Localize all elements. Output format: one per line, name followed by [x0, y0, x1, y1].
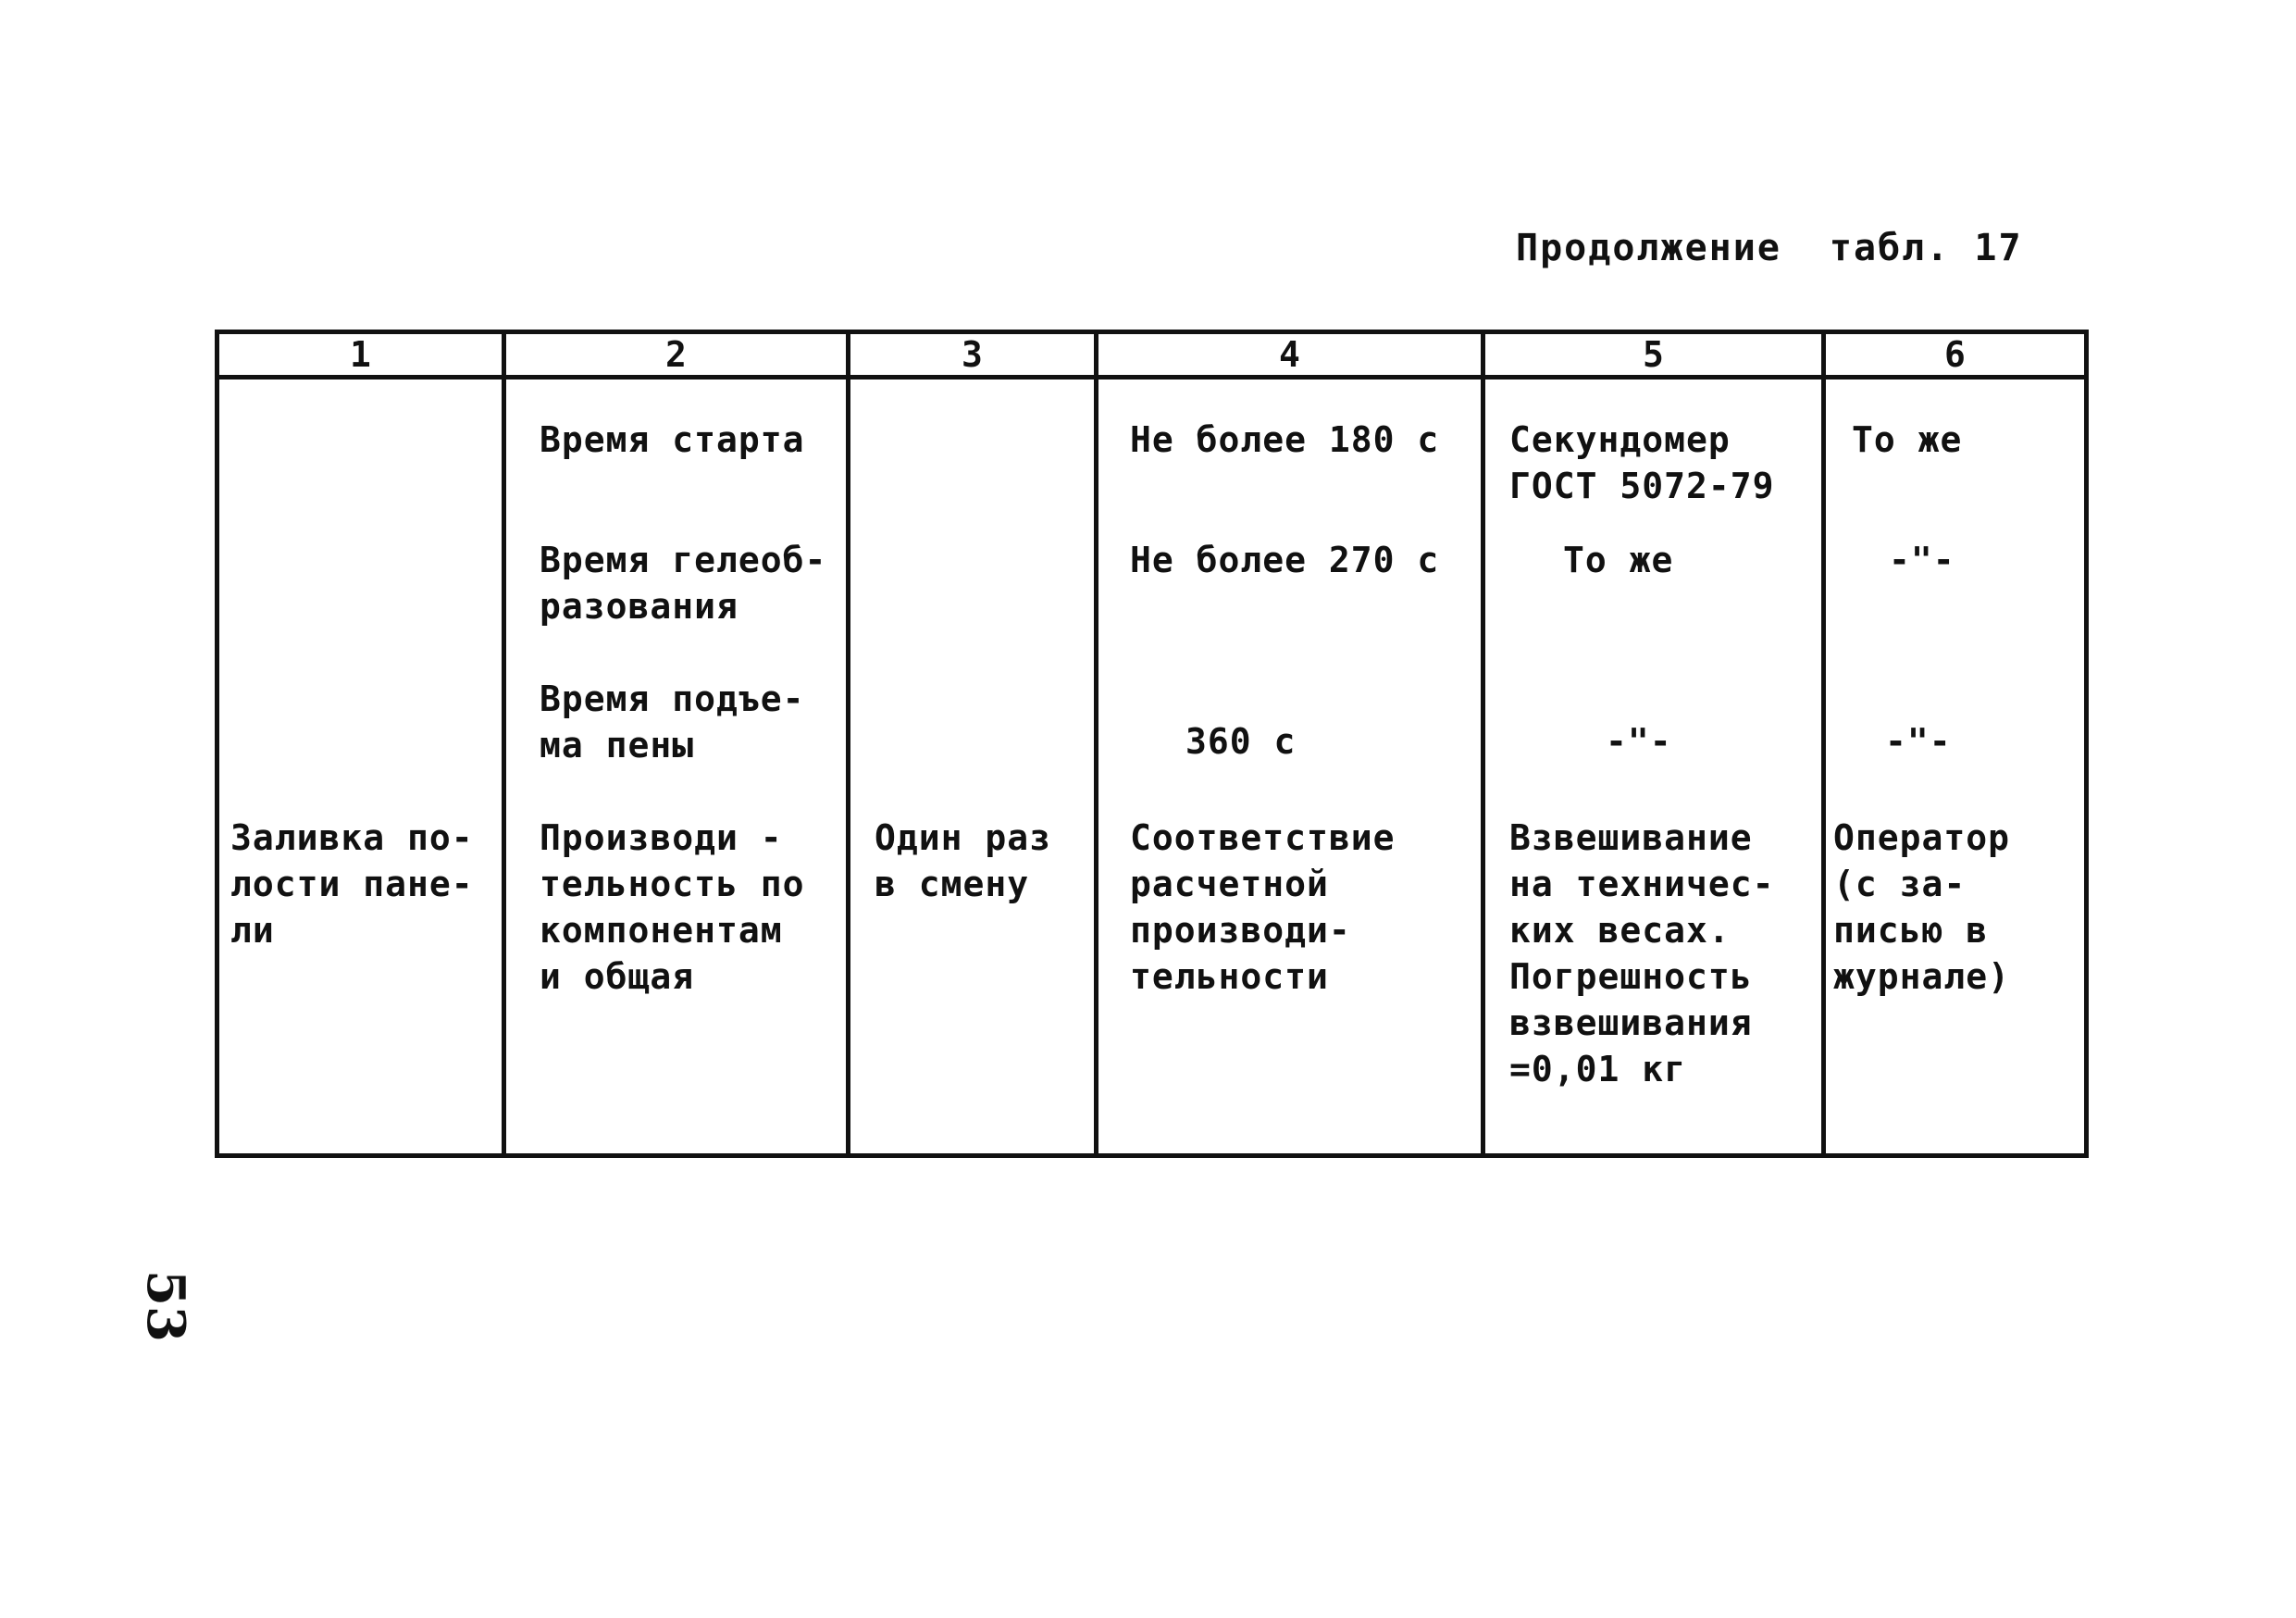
- table-cell: Соответствие расчетной производи- тельности: [1130, 817, 1396, 997]
- table-cell: Не более 180 с: [1130, 419, 1440, 460]
- caption-table-ref: табл. 17: [1829, 227, 2023, 269]
- table-cell: Время гелеоб- разования: [540, 540, 827, 627]
- table-column-6: [1824, 378, 2087, 1156]
- table-cell: 360 с: [1185, 721, 1297, 762]
- table-cell: Оператор (с за- писью в журнале): [1833, 817, 2011, 997]
- table-cell: Время подъе- ма пены: [540, 678, 805, 765]
- table-cell: Один раз в смену: [875, 817, 1052, 904]
- column-header: 6: [1824, 332, 2087, 378]
- table-body-row: [217, 378, 2087, 1156]
- column-header: 4: [1097, 332, 1483, 378]
- table-cell: Взвешивание на техничес- ких весах. Погрешность взвешивания =0,01 кг: [1509, 817, 1775, 1089]
- column-header: 3: [849, 332, 1097, 378]
- table-column-1: [217, 378, 504, 1156]
- table-cell: Заливка по- лости пане- ли: [230, 817, 474, 951]
- table-header-row: [217, 332, 2087, 378]
- table-cell: То же: [1563, 540, 1674, 580]
- page-number: 53: [135, 1270, 196, 1342]
- table-cell: Производи - тельность по компонентам и общая: [540, 817, 805, 997]
- table-caption: [1516, 227, 2023, 269]
- table-cell: -"-: [1889, 540, 1955, 580]
- table-cell: То же: [1852, 419, 1963, 460]
- table-column-4: [1097, 378, 1483, 1156]
- table-column-5: [1483, 378, 1824, 1156]
- table-cell: Секундомер ГОСТ 5072-79: [1509, 419, 1775, 506]
- table-column-2: [504, 378, 849, 1156]
- column-header: 1: [217, 332, 504, 378]
- column-header: 5: [1483, 332, 1824, 378]
- column-header: 2: [504, 332, 849, 378]
- table-cell: -"-: [1606, 721, 1672, 762]
- data-table: [215, 330, 2089, 1158]
- caption-label: Продолжение: [1516, 227, 1781, 269]
- table-cell: -"-: [1885, 721, 1952, 762]
- table-cell: Не более 270 с: [1130, 540, 1440, 580]
- table-column-3: [849, 378, 1097, 1156]
- table-cell: Время старта: [540, 419, 805, 460]
